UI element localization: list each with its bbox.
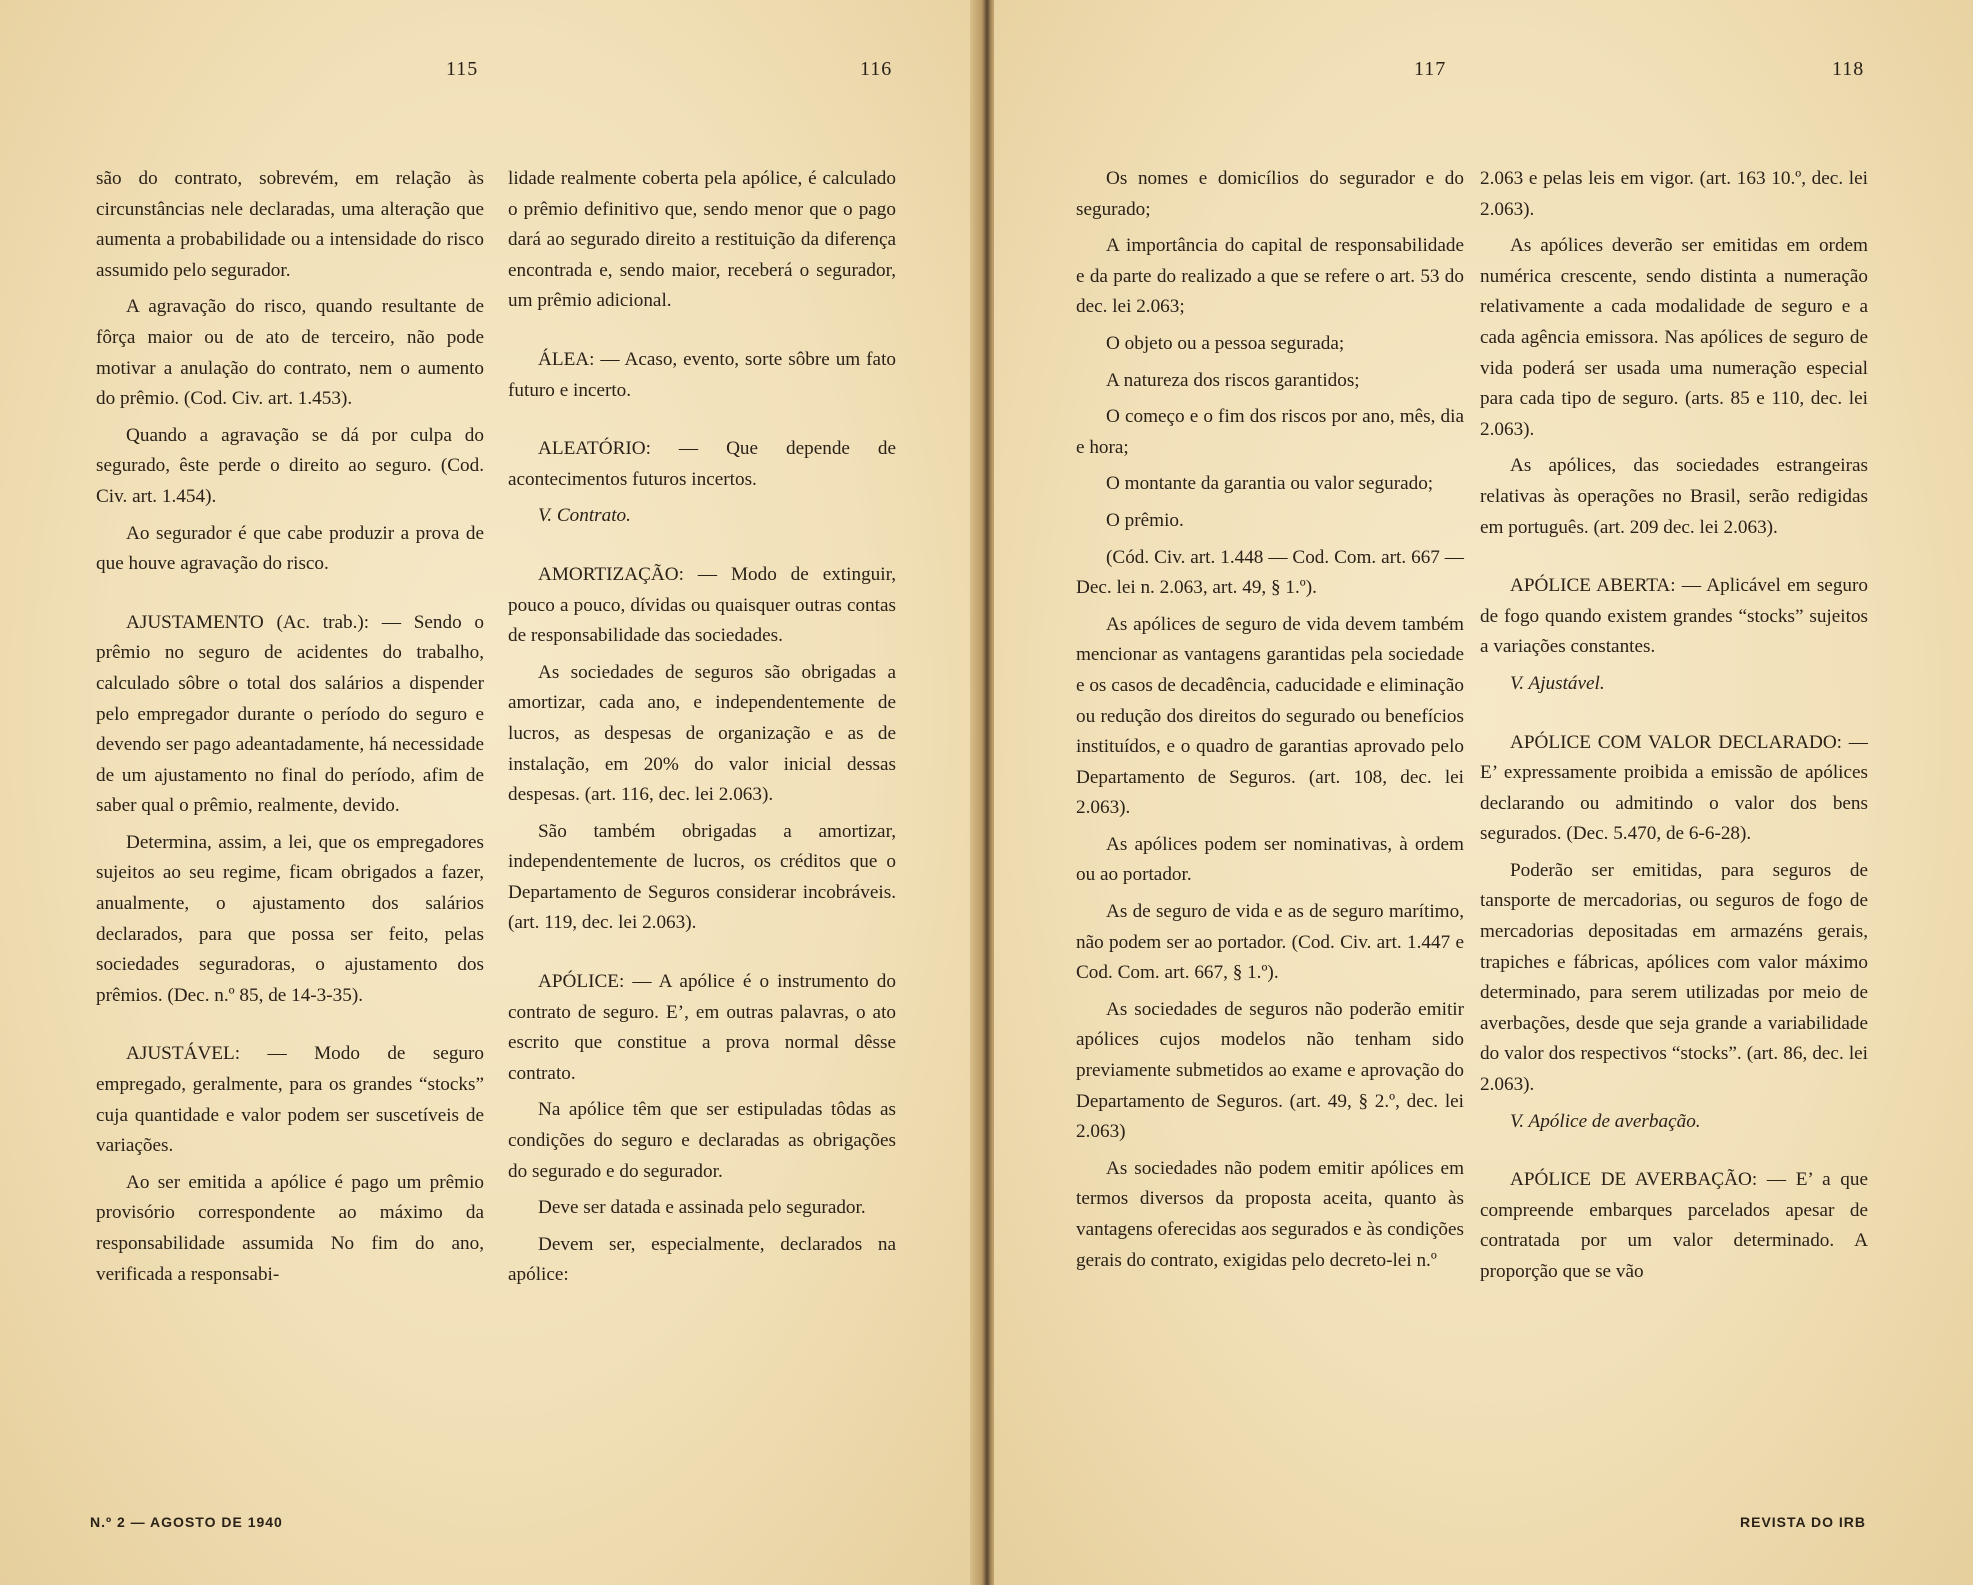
entry-apolice-com-valor-declarado: APÓLICE COM VALOR DECLARADO: — E’ expressamente proibida a emissão de apólices declarando ou admitindo o valor dos bens segurados. (Dec. 5.470, de 6-6-28). (1480, 731, 1868, 845)
entry-ajustamento: AJUSTAMENTO (Ac. trab.): — Sendo o prêmio no seguro de acidentes do trabalho, calculado sôbre o total dos salários a dispender pelo empregador durante o período do seguro e devendo ser pago adeantadamente, há necessidade de um ajustamento no final do período, afim de saber qual o prêmio, realmente, devido. (96, 611, 484, 817)
page-number-117: 117 (1414, 58, 1447, 80)
paragraph: 2.063 e pelas leis em vigor. (art. 163 10.º, dec. lei 2.063). (1480, 168, 1868, 220)
paragraph: Quando a agravação se dá por culpa do segurado, êste perde o direito ao seguro. (Cod. Civ. art. 1.454). (96, 424, 484, 507)
paragraph: As apólices, das sociedades estrangeiras relativas às operações no Brasil, serão redigidas em português. (art. 209 dec. lei 2.063). (1480, 455, 1868, 538)
paragraph: O começo e o fim dos riscos por ano, mês, dia e hora; (1076, 406, 1464, 458)
page-number-116: 116 (860, 58, 893, 80)
paragraph: A natureza dos riscos garantidos; (1106, 369, 1360, 391)
paragraph: As de seguro de vida e as de seguro marítimo, não podem ser ao portador. (Cod. Civ. art. 1.447 e Cod. Com. art. 667, § 1.º). (1076, 901, 1464, 984)
entry-aleatorio: ALEATÓRIO: — Que depende de acontecimentos futuros incertos. (508, 438, 896, 490)
paragraph: O objeto ou a pessoa segurada; (1106, 332, 1345, 354)
see-also: V. Contrato. (538, 505, 631, 527)
paragraph: Devem ser, especialmente, declarados na apólice: (508, 1233, 896, 1286)
paragraph: As sociedades de seguros não poderão emitir apólices cujos modelos não tenham sido previamente submetidos ao exame e aprovação do Departamento de Seguros. (art. 49, § 2.º, dec. lei 2.063) (1076, 998, 1464, 1143)
paragraph: São também obrigadas a amortizar, independentemente de lucros, os créditos que o Departamento de Seguros considerar incobráveis. (art. 119, dec. lei 2.063). (508, 820, 896, 934)
paragraph: Determina, assim, a lei, que os empregadores sujeitos ao seu regime, ficam obrigados a fazer, anualmente, o ajustamento dos salários declarados, para que possa ser feito, pelas sociedades seguradoras, o ajustamento dos prêmios. (Dec. n.º 85, de 14-3-35). (96, 831, 484, 1006)
column-page-117 (1076, 164, 1464, 1282)
paragraph: As apólices deverão ser emitidas em ordem numérica crescente, sendo distinta a numeração relativamente a cada modalidade de seguro e a cada agência emissora. Nas apólices de seguro de vida poderá ser usada uma numeração especial para cada tipo de seguro. (arts. 85 e 110, dec. lei 2.063). (1480, 235, 1868, 440)
entry-alea: ÁLEA: — Acaso, evento, sorte sôbre um fato futuro e incerto. (508, 348, 896, 401)
column-page-115 (96, 164, 484, 1296)
paragraph: Ao segurador é que cabe produzir a prova de que houve agravação do risco. (96, 522, 484, 575)
page-number-115: 115 (446, 58, 479, 80)
paragraph: são do contrato, sobrevém, em relação às circunstâncias nele declaradas, uma alteração que aumenta a probabilidade ou a intensidade do risco assumido pelo segurador. (96, 168, 484, 281)
paragraph: O prêmio. (1106, 509, 1184, 531)
entry-apolice-aberta: APÓLICE ABERTA: — Aplicável em seguro de fogo quando existem grandes “stocks” sujeitos a variações constantes. (1480, 575, 1868, 658)
right-page (994, 0, 1973, 1585)
paragraph: A agravação do risco, quando resultante de fôrça maior ou de ato de terceiro, não pode motivar a anulação do contrato, nem o aumento do prêmio. (Cod. Civ. art. 1.453). (96, 296, 484, 410)
left-page (0, 0, 980, 1585)
see-also: V. Ajustável. (1510, 672, 1605, 694)
footer-journal: REVISTA DO IRB (1740, 1514, 1867, 1530)
entry-amortizacao: AMORTIZAÇÃO: — Modo de extinguir, pouco a pouco, dívidas ou quaisquer outras contas de responsabilidade das sociedades. (508, 563, 896, 647)
paragraph: (Cód. Civ. art. 1.448 — Cod. Com. art. 667 — Dec. lei n. 2.063, art. 49, § 1.º). (1076, 546, 1464, 599)
column-page-118 (1480, 164, 1868, 1294)
paragraph: Poderão ser emitidas, para seguros de tansporte de mercadorias, ou seguros de fogo de mercadorias depositadas em armazéns gerais, trapiches e fábricas, apólices com valor máximo determinado, para serem utilizadas por meio de averbações, desde que seja grande a variabilidade do valor dos respectivos “stocks”. (art. 86, dec. lei 2.063). (1480, 859, 1868, 1096)
column-page-116 (508, 164, 896, 1297)
paragraph: Na apólice têm que ser estipuladas tôdas as condições do seguro e declaradas as obrigações do segurado e do segurador. (508, 1099, 896, 1182)
entry-ajustavel: AJUSTÁVEL: — Modo de seguro empregado, geralmente, para os grandes “stocks” cuja quantidade e valor podem ser suscetíveis de variações. (96, 1043, 484, 1157)
entry-apolice-de-averbacao: APÓLICE DE AVERBAÇÃO: — E’ a que compreende embarques parcelados apesar de contratada por um valor determinado. A proporção que se vão (1480, 1169, 1868, 1282)
paragraph: Ao ser emitida a apólice é pago um prêmio provisório correspondente ao máximo da responsabilidade assumida No fim do ano, verificada a responsabi- (96, 1171, 484, 1285)
paragraph: As sociedades não podem emitir apólices em termos diversos da proposta aceita, quanto às vantagens oferecidas aos segurados e às condições gerais do contrato, exigidas pelo decreto-lei n.º (1076, 1157, 1464, 1271)
see-also: V. Apólice de averbação. (1510, 1110, 1701, 1132)
paragraph: As apólices de seguro de vida devem também mencionar as vantagens garantidas pela sociedade e os casos de decadência, caducidade e eliminação ou redução dos direitos do segurado ou benefícios instituídos, e o quadro de garantias aprovado pelo Departamento de Seguros. (art. 108, dec. lei 2.063). (1076, 613, 1464, 819)
paragraph: A importância do capital de responsabilidade e da parte do realizado a que se refere o art. 53 do dec. lei 2.063; (1076, 235, 1464, 318)
page-number-118: 118 (1832, 58, 1865, 80)
paragraph: Deve ser datada e assinada pelo segurador. (538, 1197, 866, 1219)
paragraph: As apólices podem ser nominativas, à ordem ou ao portador. (1076, 833, 1464, 886)
paragraph: lidade realmente coberta pela apólice, é calculado o prêmio definitivo que, sendo menor que o pago dará ao segurado direito a restituição da diferença encontrada e, sendo maior, receberá o segurador, um prêmio adicional. (508, 168, 896, 312)
paragraph: Os nomes e domicílios do segurador e do segurado; (1076, 168, 1464, 220)
paragraph: O montante da garantia ou valor segurado; (1106, 473, 1434, 495)
entry-apolice: APÓLICE: — A apólice é o instrumento do contrato de seguro. E’, em outras palavras, o ato escrito que constitue a prova normal dêsse contrato. (508, 971, 896, 1084)
footer-issue: N.º 2 — AGOSTO DE 1940 (90, 1514, 283, 1530)
paragraph: As sociedades de seguros são obrigadas a amortizar, cada ano, e independentemente de lucros, as despesas de organização e as de instalação, em 20% do valor inicial dessas despesas. (art. 116, dec. lei 2.063). (508, 661, 896, 806)
